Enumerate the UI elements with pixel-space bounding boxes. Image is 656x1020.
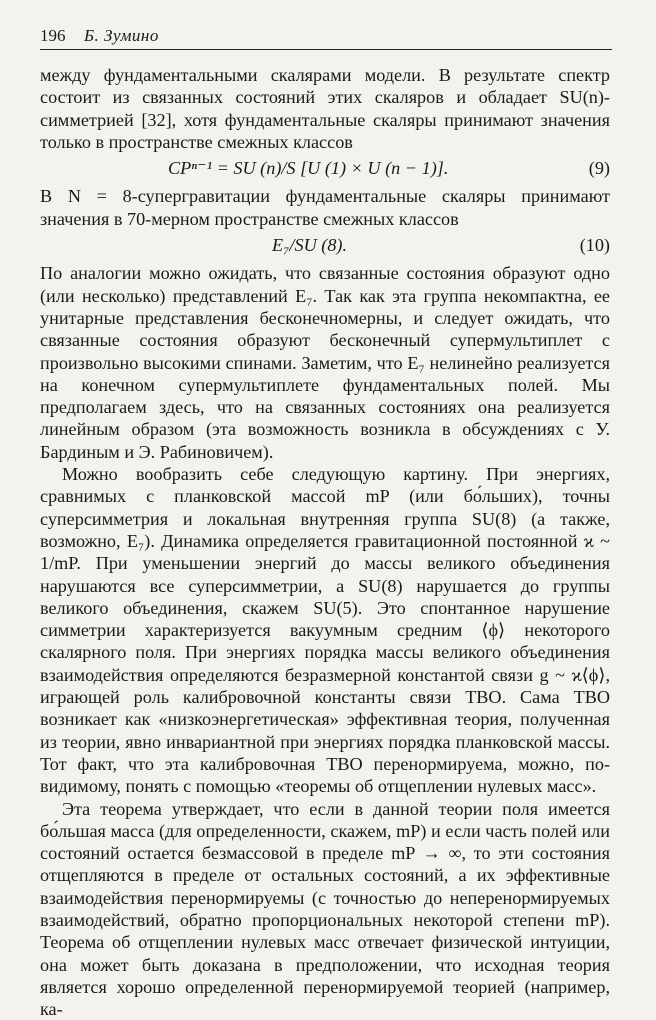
paragraph-3: По аналогии можно ожидать, что связанные состояния образуют одно (или несколько) представлений E₇. Так как эта группа некомпактна, ее унитарные представления бесконечномерны, и следует ожидать, что связанные состояния образуют бесконечный супермультиплет с произвольно высокими спинами. Заметим, что E₇ нелинейно реализуется на конечном супермультиплете фундаментальных полей. Мы предполагаем здесь, что на связанных состояниях она реализуется линейным образом (эта возможность возникла в обсуждениях с У. Бардиным и Э. Рабиновичем). <box>40 262 610 463</box>
page-number: 196 <box>40 26 66 46</box>
equation-9-number: (9) <box>589 157 610 179</box>
paragraph-2: В N = 8-супергравитации фундаментальные скаляры принимают значения в 70-мерном пространстве смежных классов <box>40 185 610 230</box>
main-text <box>40 64 610 1020</box>
equation-9-formula: CPⁿ⁻¹ = SU (n)/S [U (1) × U (n − 1)]. <box>168 157 448 179</box>
paragraph-1: между фундаментальными скалярами модели. В результате спектр состоит из связанных состояний этих скаляров и обладает SU(n)-симметрией [32], хотя фундаментальные скаляры принимают значения только в пространстве смежных классов <box>40 64 610 153</box>
paragraph-4: Можно вообразить себе следующую картину. При энергиях, сравнимых с планковской массой mP (или бо́льших), точны суперсимметрия и локальная внутренняя группа SU(8) (а также, возможно, E₇). Динамика определяется гравитационной постоянной ϰ ~ 1/mP. При уменьшении энергий до массы великого объединения нарушаются все суперсимметрии, а SU(8) нарушается до группы великого объединения, скажем SU(5). Это спонтанное нарушение симметрии характеризуется вакуумным средним ⟨ϕ⟩ некоторого скалярного поля. При энергиях порядка массы великого объединения взаимодействия определяются безразмерной константой связи g ~ ϰ⟨ϕ⟩, играющей роль калибровочной константы связи ТВО. Сама ТВО возникает как «низкоэнергетическая» эффективная теория, полученная из теории, явно инвариантной при энергиях порядка планковской массы. Тот факт, что эта калибровочная ТВО перенормируема, можно, по-видимому, понять с помощью «теоремы об отщеплении нулевых масс». <box>40 463 610 797</box>
equation-9 <box>40 157 610 179</box>
equation-10-number: (10) <box>580 234 610 256</box>
equation-10-formula: E₇/SU (8). <box>272 234 347 256</box>
header-rule <box>40 49 612 50</box>
equation-10 <box>40 234 610 256</box>
page-header <box>40 24 612 50</box>
paragraph-5: Эта теорема утверждает, что если в данной теории поля имеется бо́льшая масса (для определенности, скажем, mP) и если часть полей или состояний остается безмассовой в пределе mP → ∞, то эти состояния отщепляются в пределе от остальных состояний, а их эффективные взаимодействия перенормируемы (с точностью до неперенормируемых взаимодействий, обратно пропорциональных некоторой степени mP). Теорема об отщеплении нулевых масс отвечает физической интуиции, она может быть доказана в предположении, что исходная теория является хорошо определенной перенормируемой теорией (например, ка- <box>40 798 610 1020</box>
running-head-author: Б. Зумино <box>84 26 159 46</box>
